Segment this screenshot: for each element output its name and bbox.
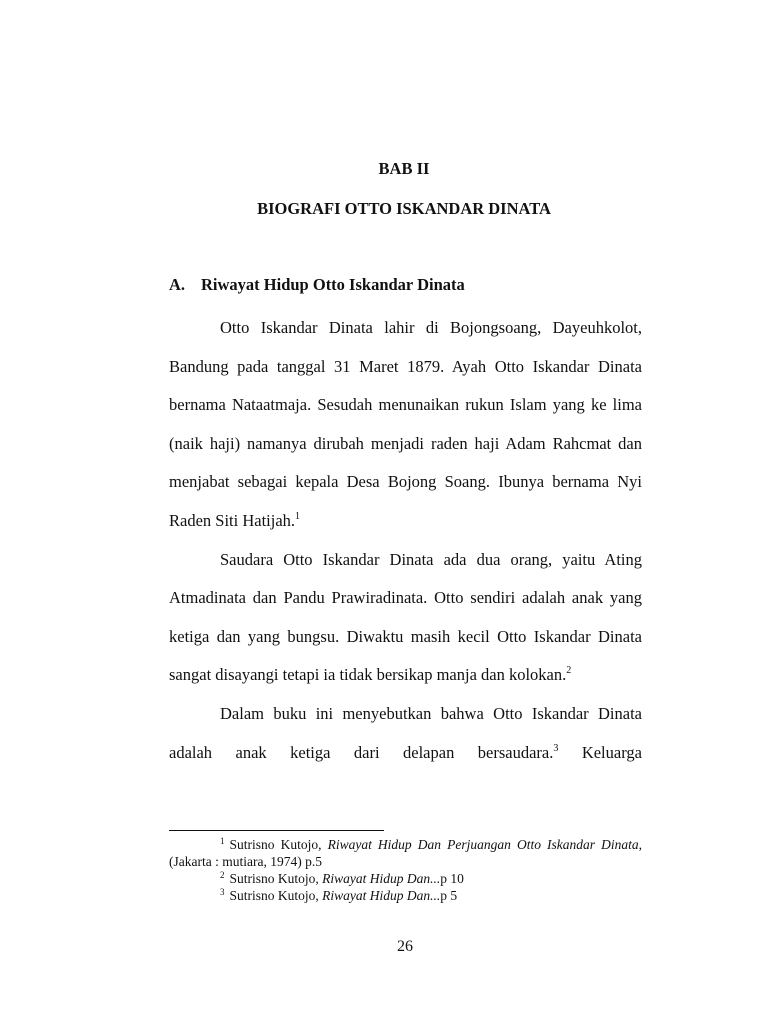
paragraph xyxy=(169,541,642,695)
footnote-details: , (Jakarta : mutiara, 1974) p.5 xyxy=(169,837,642,869)
footnote-work: Riwayat Hidup Dan... xyxy=(322,888,441,903)
footnote-work: Riwayat Hidup Dan Perjuangan Otto Iskandar Dinata xyxy=(327,837,639,852)
footnotes xyxy=(169,836,642,904)
footnote-number: 3 xyxy=(220,887,225,897)
footnote-reference: 1 xyxy=(295,510,301,522)
paragraph xyxy=(169,695,642,772)
page-number: 26 xyxy=(397,938,413,955)
footnote-author: Sutrisno Kutojo, xyxy=(229,871,319,886)
chapter-heading: BAB II xyxy=(378,159,430,178)
footnote xyxy=(169,870,642,887)
paragraph-text: Dalam buku ini menyebutkan bahwa Otto Iskandar Dinata adalah anak ketiga dari delapan bersaudara. xyxy=(169,703,642,762)
section-number: A. xyxy=(169,275,186,294)
footnote-work: Riwayat Hidup Dan... xyxy=(322,871,441,886)
paragraph-text: Saudara Otto Iskandar Dinata ada dua orang, yaitu Ating Atmadinata dan Pandu Prawiradinata. Otto sendiri adalah anak yang ketiga dan yang bungsu. Diwaktu masih kecil Otto Iskandar Dinata sangat disayangi tetapi ia tidak bersikap manja dan kolokan. xyxy=(169,549,642,685)
footnote-number: 1 xyxy=(220,836,225,846)
footnote-author: Sutrisno Kutojo, xyxy=(229,837,322,852)
section-title: Riwayat Hidup Otto Iskandar Dinata xyxy=(201,275,465,294)
footnote-reference: 2 xyxy=(566,665,572,677)
footnote-details: p 5 xyxy=(440,888,458,903)
footnote-number: 2 xyxy=(220,870,225,880)
paragraph xyxy=(169,309,642,541)
paragraph-text-continued: Keluarga xyxy=(558,742,642,762)
section-heading xyxy=(169,275,465,295)
chapter-title: BIOGRAFI OTTO ISKANDAR DINATA xyxy=(257,199,551,218)
footnote xyxy=(169,836,642,870)
footnote-author: Sutrisno Kutojo, xyxy=(229,888,319,903)
footnote-details: p 10 xyxy=(440,871,464,886)
footnote-separator xyxy=(169,830,384,831)
footnote-reference: 3 xyxy=(553,742,559,754)
paragraph-text: Otto Iskandar Dinata lahir di Bojongsoang, Dayeuhkolot, Bandung pada tanggal 31 Maret 1879. Ayah Otto Iskandar Dinata bernama Nataatmaja. Sesudah menunaikan rukun Islam yang ke lima (naik haji) namanya dirubah menjadi raden haji Adam Rahcmat dan menjabat sebagai kepala Desa Bojong Soang. Ibunya bernama Nyi Raden Siti Hatijah. xyxy=(169,318,642,530)
body-text xyxy=(169,309,642,772)
footnote xyxy=(169,887,642,904)
